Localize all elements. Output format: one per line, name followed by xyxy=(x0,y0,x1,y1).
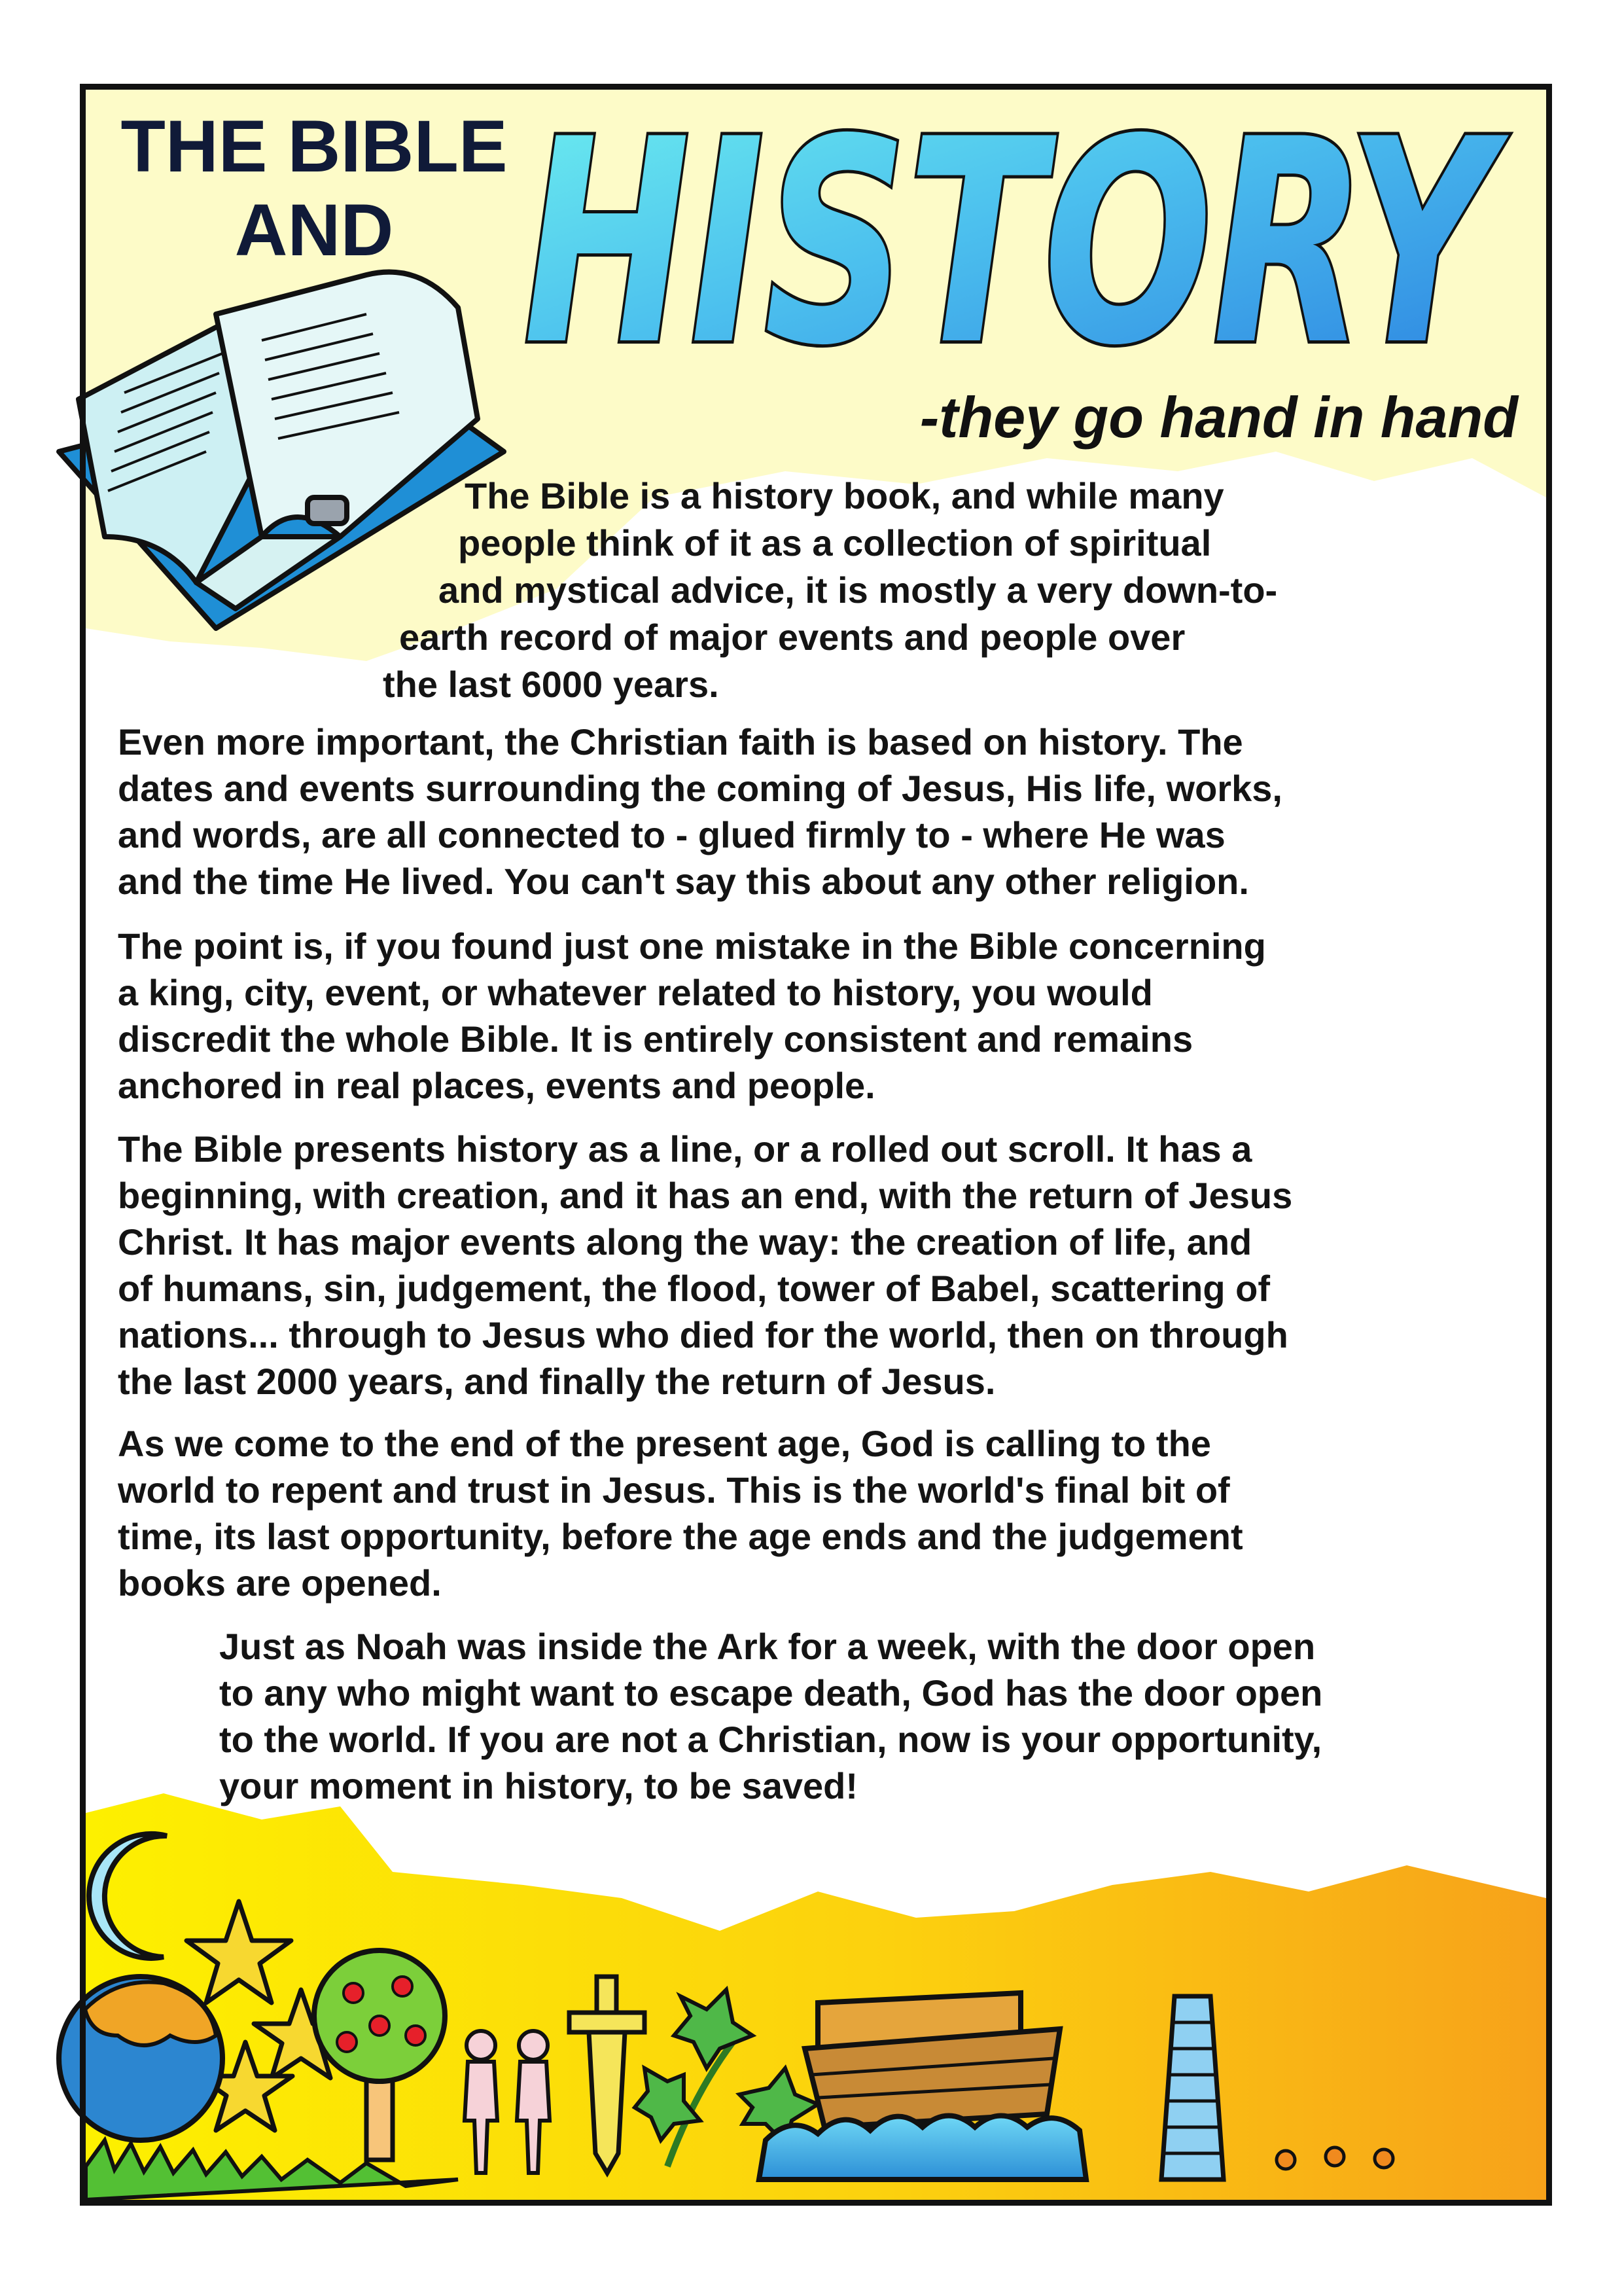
paragraph-line: discredit the whole Bible. It is entirely consistent and remains xyxy=(118,1018,1193,1060)
paragraph-scroll xyxy=(118,1126,1505,1405)
paragraph-line: to the world. If you are not a Christian, now is your opportunity, xyxy=(219,1719,1322,1760)
paragraph-line: The Bible presents history as a line, or a rolled out scroll. It has a xyxy=(118,1128,1252,1170)
paragraph-line: books are opened. xyxy=(118,1562,442,1604)
paragraph-line: to any who might want to escape death, God has the door open xyxy=(219,1672,1323,1713)
intro-line: The Bible is a history book, and while many xyxy=(465,475,1224,516)
paragraph-line: and the time He lived. You can't say this about any other religion. xyxy=(118,861,1249,902)
paragraph-line: anchored in real places, events and people. xyxy=(118,1065,875,1106)
paragraph-line: the last 2000 years, and finally the return of Jesus. xyxy=(118,1361,996,1402)
paragraph-line: Just as Noah was inside the Ark for a week, with the door open xyxy=(219,1626,1316,1667)
paragraph-line: and words, are all connected to - glued firmly to - where He was xyxy=(118,814,1226,855)
paragraph-line: As we come to the end of the present age, God is calling to the xyxy=(118,1423,1211,1464)
intro-paragraph xyxy=(366,473,1439,708)
paragraph-noah xyxy=(219,1623,1515,1809)
paragraph-line: your moment in history, to be saved! xyxy=(219,1765,858,1806)
paragraph-line: of humans, sin, judgement, the flood, tower of Babel, scattering of xyxy=(118,1268,1270,1309)
paragraph-line: Even more important, the Christian faith is based on history. The xyxy=(118,721,1243,762)
title-line-2: AND xyxy=(234,189,394,271)
history-title-art: HISTORY xyxy=(523,80,1509,407)
title-small xyxy=(111,105,517,272)
paragraph-line: dates and events surrounding the coming of Jesus, His life, works, xyxy=(118,768,1282,809)
paragraph-line: beginning, with creation, and it has an end, with the return of Jesus xyxy=(118,1175,1293,1216)
intro-line: people think of it as a collection of spiritual xyxy=(458,522,1212,564)
paragraph-line: nations... through to Jesus who died for the world, then on through xyxy=(118,1314,1288,1355)
intro-line: earth record of major events and people over xyxy=(399,617,1186,658)
tagline: -they go hand in hand xyxy=(919,385,1518,450)
title-line-1: THE BIBLE xyxy=(120,105,508,187)
paragraph-line: The point is, if you found just one mistake in the Bible concerning xyxy=(118,925,1266,967)
intro-line: and mystical advice, it is mostly a very down-to- xyxy=(438,569,1278,611)
paragraph-line: Christ. It has major events along the way: the creation of life, and xyxy=(118,1221,1252,1263)
paragraph-line: a king, city, event, or whatever related to history, you would xyxy=(118,972,1153,1013)
paragraph-line: time, its last opportunity, before the age ends and the judgement xyxy=(118,1516,1243,1557)
paragraph-line: world to repent and trust in Jesus. This is the world's final bit of xyxy=(118,1469,1230,1511)
paragraph-faith xyxy=(118,719,1505,905)
paragraph-mistake xyxy=(118,923,1505,1109)
intro-line: the last 6000 years. xyxy=(383,664,719,705)
paragraph-present-age xyxy=(118,1420,1505,1606)
